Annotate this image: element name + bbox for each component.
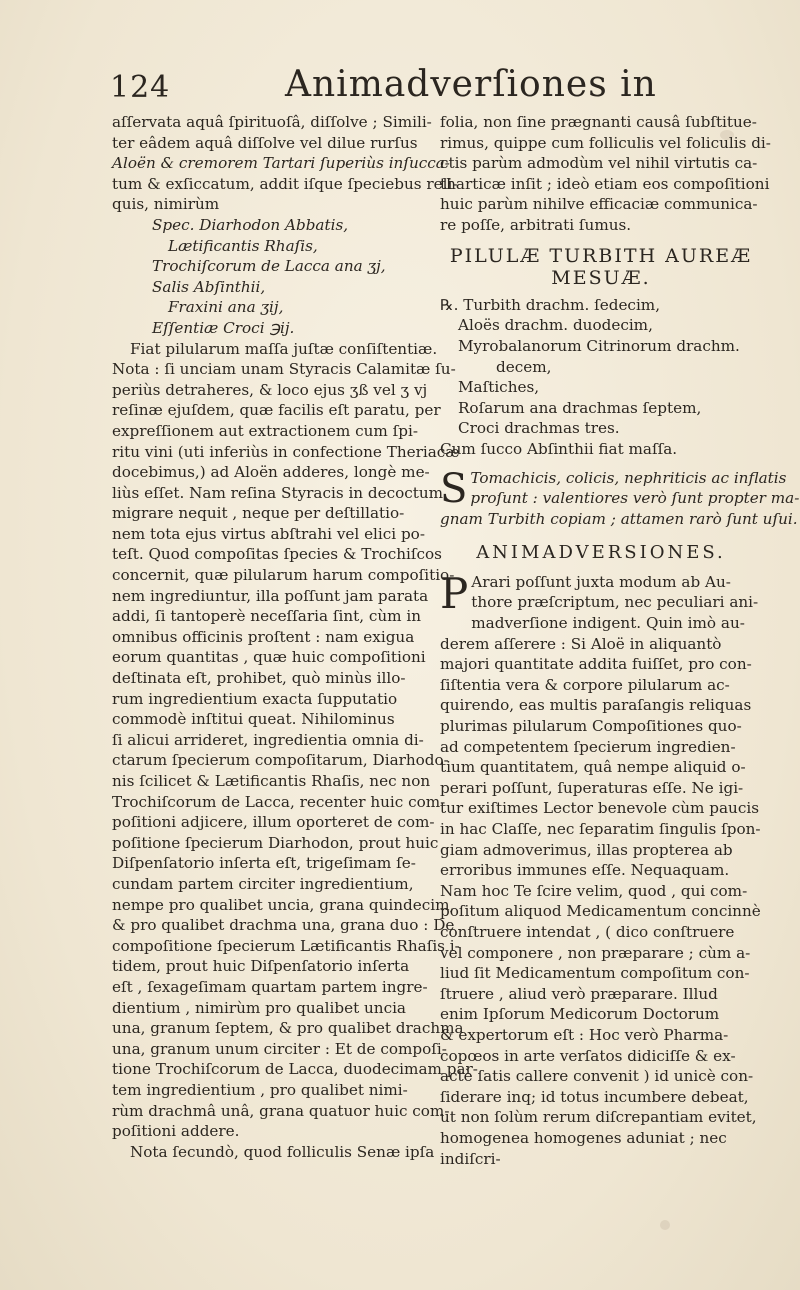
text-line: tharticæ inſit ; ideò etiam eos compoſitioni bbox=[440, 174, 770, 193]
text-line: Salis Abſinthii, bbox=[152, 277, 266, 296]
page-number: 124 bbox=[110, 70, 171, 105]
text-line: erroribus immunes eſſe. Nequaquam. bbox=[440, 861, 730, 880]
text-line: expreſſionem aut extractionem cum ſpi- bbox=[112, 421, 418, 440]
text-line: ritu vini (uti inferiùs in confectione Theriacæ bbox=[112, 442, 460, 461]
left-column bbox=[112, 112, 478, 1162]
text-line: Arari poſſunt juxta modum ab Au- bbox=[471, 572, 731, 591]
continuation-text bbox=[440, 112, 771, 236]
text-line: concernit, quæ pilularum harum compoſitio- bbox=[112, 566, 455, 585]
text-line: decem, bbox=[496, 357, 552, 376]
text-line: indiſcri- bbox=[440, 1149, 501, 1168]
drop-cap: P bbox=[440, 568, 469, 618]
text-line: re poſſe, arbitrati ſumus. bbox=[440, 215, 632, 234]
running-head: Animadverſiones in bbox=[285, 64, 657, 105]
text-line: huic parùm nihilve efficaciæ communica- bbox=[440, 195, 758, 214]
text-line: Nota : ſi unciam unam Styracis Calamitæ ſu- bbox=[112, 360, 456, 379]
text-line: reſinæ ejuſdem, quæ facilis eſt paratu, per bbox=[112, 401, 441, 420]
text-line: ſiderare inq; id totus incumbere debeat, bbox=[440, 1087, 749, 1106]
drop-cap: S bbox=[440, 465, 468, 512]
text-line: tidem, prout huic Diſpenſatorio inſerta bbox=[112, 957, 410, 976]
text-line: liùs eſſet. Nam reſina Styracis in decoctum bbox=[112, 483, 444, 502]
text-line: Croci drachmas tres. bbox=[458, 419, 620, 438]
text-line: Trochiſcorum de Lacca ana ʒj, bbox=[152, 257, 386, 276]
text-line: ad competentem ſpecierum ingredien- bbox=[440, 737, 736, 756]
text-line: omnibus officinis proſtent : nam exigua bbox=[112, 627, 415, 646]
text-line: ut non ſolùm rerum diſcrepantiam evitet, bbox=[440, 1108, 757, 1127]
usage-paragraph bbox=[440, 465, 800, 530]
text-line: nis ſcilicet & Lætificantis Rhaſis, nec non bbox=[112, 772, 431, 790]
text-line: homogenea homogenes aduniat ; nec bbox=[440, 1128, 727, 1147]
text-line: conſtruere intendat , ( dico conſtruere bbox=[440, 922, 735, 941]
text-line: gnam Turbith copiam ; attamen rarò ſunt uſui. bbox=[440, 509, 798, 528]
text-line: aſſervata aquâ ſpirituoſâ, diſſolve ; Simili- bbox=[112, 113, 432, 131]
text-line: ter eâdem aquâ diſſolve vel dilue rurſus bbox=[112, 133, 418, 152]
text-line: Nam hoc Te ſcire velim, quod , qui com- bbox=[440, 881, 748, 900]
text-line: ℞. Turbith drachm. ſedecim, bbox=[440, 295, 661, 314]
page-header bbox=[110, 52, 710, 112]
text-line: Fiat pilularum maſſa juſtæ conſiſtentiæ. bbox=[130, 339, 438, 358]
text-line: Cum ſucco Abſinthii fiat maſſa. bbox=[440, 439, 678, 458]
text-line: tur exiſtimes Lector benevole cùm paucis bbox=[440, 799, 759, 818]
text-line: copœos in arte verſatos didiciſſe & ex- bbox=[440, 1046, 736, 1065]
text-line: Aloën & cremorem Tartari ſuperiùs inſucca- bbox=[112, 154, 450, 173]
text-line: & pro qualibet drachma una, grana duo : De bbox=[112, 916, 455, 935]
text-line: quirendo, eas multis paraſangis reliquas bbox=[440, 696, 752, 715]
text-line: poſitum aliquod Medicamentum concinnè bbox=[440, 902, 761, 921]
text-line: ſi alicui arrideret, ingredientia omnia di- bbox=[112, 730, 424, 749]
text-line: Diſpenſatorio inſerta eſt, trigeſimam ſe- bbox=[112, 854, 416, 873]
text-line: cundam partem circiter ingredientium, bbox=[112, 874, 414, 893]
text-line: tem ingredientium , pro qualibet nimi- bbox=[112, 1080, 408, 1099]
recipe-heading: PILULÆ TURBITH AUREÆ bbox=[449, 244, 753, 267]
text-line: ſtruere , aliud verò præparare. Illud bbox=[440, 984, 718, 1003]
text-line: teſt. Quod compoſitas ſpecies & Trochiſcos bbox=[112, 545, 442, 564]
text-line: tum & exſiccatum, addit iſque ſpeciebus reli- bbox=[112, 174, 458, 193]
paper-stain bbox=[660, 1220, 670, 1230]
text-line: periùs detraheres, & loco ejus ʒß vel ʒ vj bbox=[112, 380, 428, 399]
text-line: rimus, quippe cum folliculis vel foliculis di- bbox=[440, 133, 771, 152]
text-line: Aloës drachm. duodecim, bbox=[458, 316, 653, 335]
text-line: ſiſtentia vera & corpore pilularum ac- bbox=[440, 675, 730, 694]
text-line: dientium , nimirùm pro qualibet uncia bbox=[112, 998, 406, 1017]
text-line: nempe pro qualibet uncia, grana quindecim, bbox=[112, 895, 455, 914]
text-line: liud ſit Medicamentum compoſitum con- bbox=[440, 964, 750, 983]
text-line: rum ingredientium exacta ſupputatio bbox=[112, 689, 398, 708]
text-line: eſt , ſexageſimam quartam partem ingre- bbox=[112, 977, 428, 996]
text-line: rùm drachmâ unâ, grana quatuor huic com- bbox=[112, 1101, 450, 1120]
text-line: poſitioni adjicere, illum oporteret de com- bbox=[112, 813, 435, 832]
text-line: plurimas pilularum Compoſitiones quo- bbox=[440, 717, 742, 736]
recipe-list bbox=[440, 295, 762, 460]
recipe-heading-line2: MESUÆ. bbox=[551, 267, 651, 290]
text-line: Tomachicis, colicis, nephriticis ac inflatis bbox=[470, 468, 787, 487]
text-line: Maſtiches, bbox=[458, 378, 540, 397]
text-line: derem aſſerere : Si Aloë in aliquantò bbox=[440, 634, 722, 653]
text-line: Roſarum ana drachmas ſeptem, bbox=[458, 398, 702, 417]
text-line: commodè inſtitui queat. Nihilominus bbox=[112, 710, 395, 729]
text-line: proſunt : valentiores verò ſunt propter ma- bbox=[470, 489, 800, 508]
text-line: una, granum unum circiter : Et de compoſi- bbox=[112, 1039, 447, 1058]
text-line: Spec. Diarhodon Abbatis, bbox=[152, 215, 349, 234]
text-line: Trochiſcorum de Lacca, recenter huic com- bbox=[112, 792, 446, 811]
text-line: in hac Claſſe, nec ſeparatim ſingulis ſpon- bbox=[440, 820, 761, 838]
text-line: tium quantitatem, quâ nempe aliquid o- bbox=[440, 758, 746, 777]
text-line: enim Ipſorum Medicorum Doctorum bbox=[440, 1005, 720, 1024]
text-line: ctis parùm admodùm vel nihil virtutis ca- bbox=[440, 154, 758, 173]
text-line: ctarum ſpecierum compoſitarum, Diarhodo- bbox=[112, 751, 449, 770]
text-line: nem ingrediuntur, illa poſſunt jam parata bbox=[112, 586, 429, 605]
text-line: vel componere , non præparare ; cùm a- bbox=[440, 943, 751, 962]
text-line: docebimus,) ad Aloën adderes, longè me- bbox=[112, 463, 430, 482]
text-line: addi, ſi tantoperè neceſſaria ſint, cùm in bbox=[112, 607, 422, 626]
text-line: madverſione indigent. Quin imò au- bbox=[471, 614, 745, 633]
text-line: eorum quantitas , quæ huic compoſitioni bbox=[112, 648, 426, 667]
text-line: actè ſatis callere convenit ) id unicè con- bbox=[440, 1067, 754, 1086]
text-line: folia, non ſine prægnanti causâ ſubſtitue- bbox=[440, 113, 757, 131]
text-line: Nota ſecundò, quod folliculis Senæ ipſa bbox=[130, 1142, 435, 1161]
text-line: Eſſentiæ Croci ℈ij. bbox=[152, 318, 295, 337]
text-line: thore præſcriptum, nec peculiari ani- bbox=[471, 593, 759, 612]
animadversiones-heading: ANIMADVERSIONES. bbox=[476, 542, 726, 564]
text-line: Myrobalanorum Citrinorum drachm. bbox=[458, 336, 740, 355]
text-line: una, granum ſeptem, & pro qualibet drachma bbox=[112, 1019, 464, 1038]
text-line: poſitione ſpecierum Diarhodon, prout huic bbox=[112, 833, 439, 852]
text-line: Lætificantis Rhaſis, bbox=[168, 236, 318, 255]
text-line: giam admoverimus, illas propterea ab bbox=[440, 840, 733, 859]
text-line: nem tota ejus virtus abſtrahi vel elici po- bbox=[112, 524, 425, 543]
text-line: majori quantitate addita fuiſſet, pro con- bbox=[440, 655, 752, 674]
text-line: tione Trochiſcorum de Lacca, duodecimam par- bbox=[112, 1060, 478, 1079]
text-line: quis, nimirùm bbox=[112, 195, 220, 214]
text-line: poſitioni addere. bbox=[112, 1122, 240, 1141]
text-line: deſtinata eſt, prohibet, quò minùs illo- bbox=[112, 669, 406, 688]
animadversiones-paragraph bbox=[440, 568, 762, 1169]
text-line: perari poſſunt, ſuperaturas eſſe. Ne igi- bbox=[440, 778, 744, 797]
text-line: & expertorum eſt : Hoc verò Pharma- bbox=[440, 1025, 729, 1044]
right-column bbox=[440, 112, 800, 1169]
text-line: migrare nequit , neque per deſtillatio- bbox=[112, 504, 405, 523]
text-line: compoſitione ſpecierum Lætificantis Rhaſis i- bbox=[112, 936, 460, 955]
text-line: Fraxini ana ʒij, bbox=[168, 298, 284, 317]
